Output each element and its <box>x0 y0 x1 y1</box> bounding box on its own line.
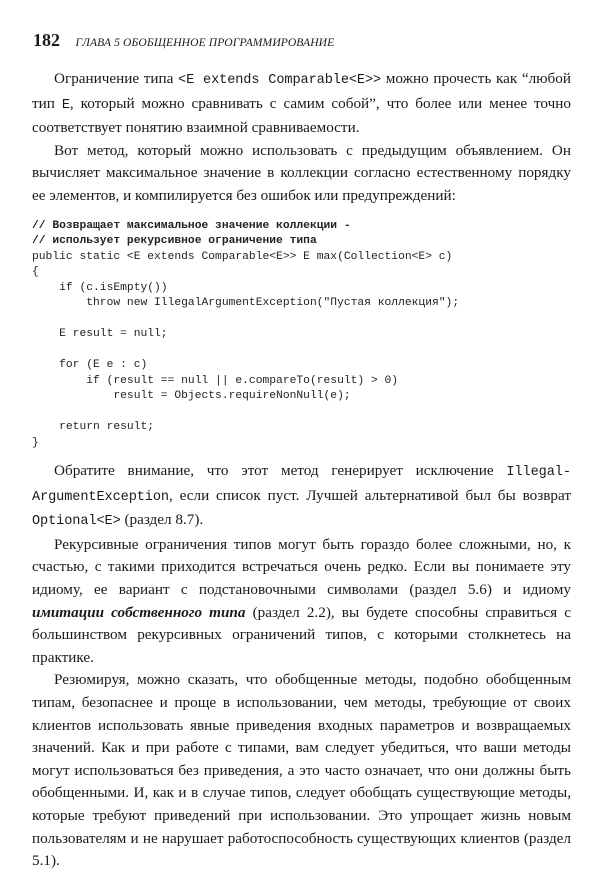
paragraph-summary: Резюмируя, можно сказать, что обобщенные методы, подобно обобщенным типам, безопаснее и проще в использовании, чем методы, требующие от своих клиентов использовать явные приведения входных параметров и возвращаемых значений. Как и при работе с типами, вам следует убедиться, что ваши методы могут использоваться без приведения, а это часто означает, что они должны быть обобщенными. И, как и в случае типов, следует обобщать существующие методы, которые требуют приведений при использовании. Это упрощает жизнь новым пользователям и не нарушает работоспособность существующих клиентов (раздел 5.1). <box>32 671 571 870</box>
paragraph-recursive-bounds: Рекурсивные ограничения типов могут быть гораздо более сложными, но, к счастью, с такими приходится встречаться очень редко. Если вы понимаете эту идиому, ее вариант с подстановочными символами (раздел 5.6) и идиому имитации собственного типа (раздел 2.2), вы будете способны справиться с большинством рекурсивных ограничений типов, с которыми столкнетесь на практике. <box>32 535 571 666</box>
inline-code: E <box>61 97 70 113</box>
emphasis-term: имитации собственного типа <box>32 603 246 621</box>
body-text <box>32 68 571 873</box>
running-head <box>33 30 334 53</box>
inline-code: <E extends Comparable<E>> <box>178 73 382 88</box>
code-comment: // использует рекурсивное ограничение типа <box>32 235 317 248</box>
inline-code: Optional<E> <box>32 514 121 530</box>
code-body: public static <E extends Comparable<E>> E max(Collection<E> c) { if (c.isEmpty()) throw new IllegalArgumentException("Пустая коллекция"); E result = null; for (E e : c) if (result == null || e.compareTo(result) > 0) result = Objects.requireNonNull(e); return result; } <box>32 250 460 449</box>
paragraph-method-intro: Вот метод, который можно использовать с предыдущим объявлением. Он вычисляет максимальное значение в коллекции согласно естественному порядку ее элементов, и компилируется без ошибок или предупреждений: <box>32 141 571 204</box>
code-listing <box>32 219 571 452</box>
code-comment: // Возвращает максимальное значение коллекции - <box>32 219 351 232</box>
paragraph-exception-note: Обратите внимание, что этот метод генерирует исключение IllegalArgumentException, если список пуст. Лучшей альтернативой был бы возврат Optional<E> (раздел 8.7). <box>32 462 571 530</box>
paragraph-type-bound: Ограничение типа <E extends Comparable<E>> можно прочесть как “любой тип E, который можно сравнивать с самим собой”, что более или менее точно соответствует понятию взаимной сравниваемости. <box>32 70 571 137</box>
inline-code: IllegalArgumentException <box>32 465 571 505</box>
chapter-title: ГЛАВА 5 ОБОБЩЕННОЕ ПРОГРАММИРОВАНИЕ <box>75 36 335 49</box>
page-number: 182 <box>33 30 60 50</box>
